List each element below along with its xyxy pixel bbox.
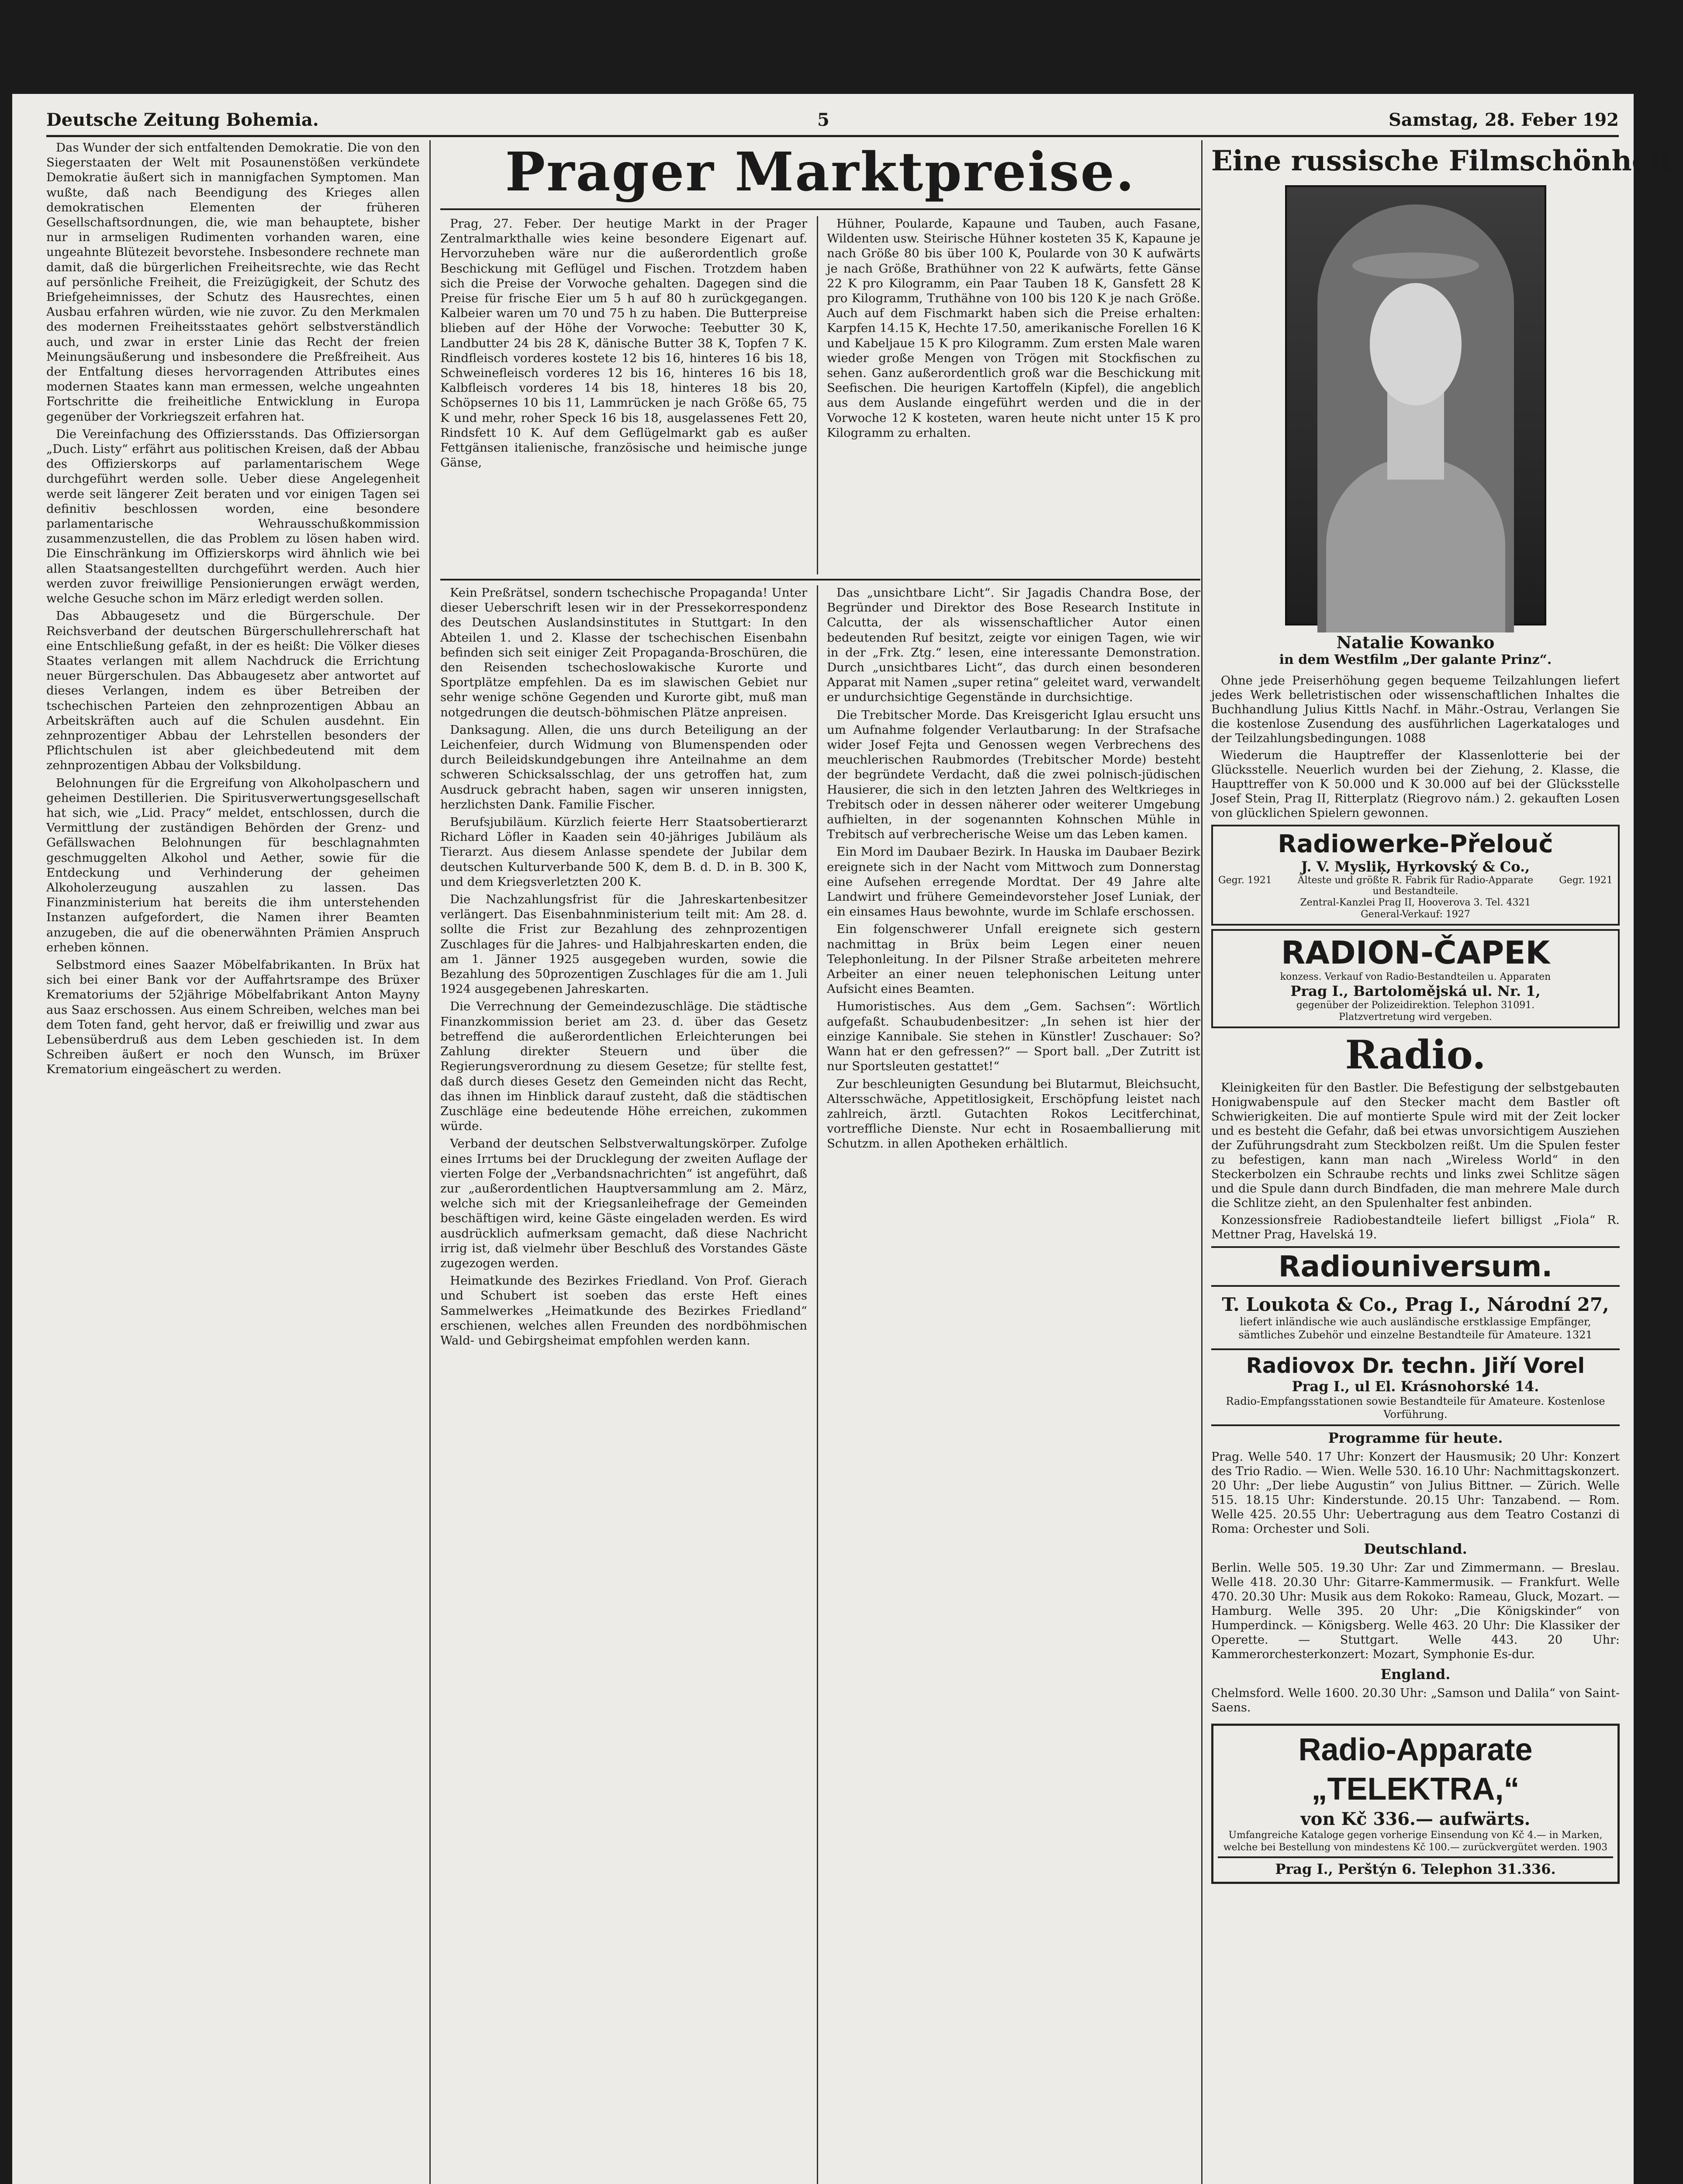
- programme-headline: Programme für heute.: [1328, 1430, 1503, 1446]
- article: Heimatkunde des Bezirkes Friedland. Von Prof. Gierach und Schubert ist soeben das erste Heft eines Sammelwerkes „Heimatkunde des Bezirkes Friedland“ erschienen, welches allen Freunden des nordböhmischen Wald- und Gebirgsheimat empfohlen werden kann.: [440, 1274, 807, 1348]
- article: Verband der deutschen Selbstverwaltungskörper. Zufolge eines Irrtums bei der Drucklegung der zweiten Auflage der vierten Folge der „Verbandsnachrichten“ ist angeführt, daß zur „außerordentlichen Hauptversammlung am 2. März, welche sich mit der Kriegsanleihefrage der Gemeinden beschäftigen wird, keine Gäste eingeladen werden. Es wird ausdrücklich aufmerksam gemacht, daß diese Nachricht irrig ist, daß vielmehr über Beschluß des Vorstandes Gäste zugezogen werden.: [440, 1137, 807, 1270]
- section-headline: Prager Marktpreise.: [505, 140, 1136, 203]
- column-divider: [817, 216, 818, 574]
- column-5: [827, 585, 1200, 2184]
- column-divider: [1201, 140, 1203, 2184]
- england-headline: England.: [1380, 1666, 1451, 1683]
- photo-caption-name: Natalie Kowanko: [1336, 632, 1495, 652]
- article: Das Wunder der sich entfaltenden Demokratie. Die von den Siegerstaaten der Welt mit Posaunenstößen verkündete Demokratie äußert sich in mannigfachen Symptomen. Man wußte, daß nach Beendigung des Krieges allen demokratischen Elementen der früheren Gesellschaftsordnungen, die, wie man behauptete, bisher nur in armseligen Rudimenten vorhanden waren, eine ungeahnte Blütezeit bevorstehe. Insbesondere rechnete man damit, daß die bürgerlichen Freiheitsrechte, wie das Recht auf persönliche Freiheit, die Freizügigkeit, der Schutz des Briefgeheimnisses, der Schutz des Hausrechtes, einen Ausbau erfahren würden, wie nie zuvor. Zu den Merkmalen des modernen Freiheitsstaates gehört selbstverständlich auch, und zwar in erster Linie das Recht der freien Meinungsäußerung und insbesondere die Preßfreiheit. Aus der Entfaltung dieses hervorragenden Attributes eines modernen Staates kann man ermessen, welche ungeahnten Fortschritte die freiheitliche Entwicklung in Europa gegenüber der Vorkriegszeit erfahren hat.: [46, 141, 420, 424]
- column-1: [46, 140, 420, 2184]
- newspaper-page: [12, 94, 1683, 2184]
- programme-text: Prag. Welle 540. 17 Uhr: Konzert der Hausmusik; 20 Uhr: Konzert des Trio Radio. — Wien. Welle 530. 16.10 Uhr: Nachmittagskonzert. 20 Uhr: „Der liebe Augustin“ von Julius Bittner. — Zürich. Welle 515. 18.15 Uhr: Kinderstunde. 20.15 Uhr: Tanzabend. — Rom. Welle 425. 20.55 Uhr: Uebertragung aus dem Teatro Costanzi di Roma: Orchester und Soli.: [1211, 1450, 1620, 1536]
- germany-headline: Deutschland.: [1364, 1541, 1467, 1557]
- page-header: [46, 106, 1619, 137]
- ad-loukota: T. Loukota & Co., Prag I., Národní 27, liefert inländische wie auch ausländische erstklassige Empfänger, sämtliches Zubehör und einzelne Bestandteile für Amateure. 1321: [1222, 1294, 1609, 1341]
- film-headline: Eine russische Filmschönheit.: [1211, 145, 1683, 177]
- article: Hühner, Poularde, Kapaune und Tauben, auch Fasane, Wildenten usw. Steirische Hühner kosteten 35 K, Kapaune je nach Größe 80 bis über 100 K, Poularde von 30 K aufwärts je nach Größe, Brathühner von 22 K aufwärts, fette Gänse 22 K pro Kilogramm, ein Paar Tauben 18 K, Gansfett 28 K pro Kilogramm, Truthähne von 100 bis 120 K je nach Größe. Auch auf dem Fischmarkt haben sich die Preise erhalten: Karpfen 14.15 K, Hechte 17.50, amerikanische Forellen 16 K und Kabeljaue 15 K pro Kilogramm. Zum ersten Male waren wieder große Mengen von Trögen mit Stockfischen zu sehen. Ganz außerordentlich groß war die Beschickung mit Seefischen. Die heurigen Kartoffeln (Kipfel), die angeblich aus dem Auslande eingeführt werden und die in der Vorwoche 12 K kosteten, waren heute nicht unter 15 K pro Kilogramm zu erhalten.: [827, 217, 1200, 440]
- market-column-right: [827, 216, 1200, 574]
- column-divider: [429, 140, 431, 2184]
- column-4: [440, 585, 807, 2184]
- article: Ein folgenschwerer Unfall ereignete sich gestern nachmittag in Brüx beim Legen einer neuen Telephonleitung. In der Pilsner Straße arbeiteten mehrere Arbeiter an einer neuen telephonischen Leitung unter Aufsicht eines Beamten.: [827, 922, 1200, 996]
- market-column-left: [440, 216, 807, 574]
- page-number: 5: [817, 110, 829, 130]
- article: Das „unsichtbare Licht“. Sir Jagadis Chandra Bose, der Begründer und Direktor des Bose Research Institute in Calcutta, der als wissenschaftlicher Autor einen bedeutenden Ruf besitzt, zeigte vor einigen Tagen, wie wir in der „Frk. Ztg.“ lesen, eine interessante Demonstration. Durch „unsichtbares Licht“, das durch einen besonderen Apparat mit Namen „super retina“ geleitet ward, verwandelt er undurchsichtige Gegenstände in durchsichtige.: [827, 586, 1200, 705]
- article: Die Vereinfachung des Offiziersstands. Das Offiziersorgan „Duch. Listy“ erfährt aus politischen Kreisen, daß der Abbau des Offizierskorps auf parlamentarischem Wege durchgeführt werden solle. Ueber diese Angelegenheit werde seit längerer Zeit beraten und vor einigen Tagen sei definitiv beschlossen worden, eine besondere parlamentarische Wehrausschußkommission zusammenzustellen, die das Problem zu lösen haben wird. Die Einschränkung im Offizierskorps wird ähnlich wie bei allen Staatsangestellten durchgeführt werden. Auch hier werden zuvor freiwillige Pensionierungen erwägt werden, welche Gesuche schon im März erledigt werden sollen.: [46, 427, 420, 606]
- photo-caption-film: in dem Westfilm „Der galante Prinz“.: [1279, 652, 1552, 667]
- ad-radion-capek: RADION-ČAPEK konzess. Verkauf von Radio-Bestandteilen u. Apparaten Prag I., Bartolomějská ul. Nr. 1, gegenüber der Polizeidirektion. Telephon 31091. Platzvertretung wird vergeben.: [1211, 929, 1620, 1028]
- germany-text: Berlin. Welle 505. 19.30 Uhr: Zar und Zimmermann. — Breslau. Welle 418. 20.30 Uhr: Gitarre-Kammermusik. — Frankfurt. Welle 470. 20.30 Uhr: Musik aus dem Rokoko: Rameau, Gluck, Mozart. — Hamburg. Welle 395. 20 Uhr: „Die Königskinder“ von Humperdinck. — Königsberg. Welle 463. 20 Uhr: Die Klassiker der Operette. — Stuttgart. Welle 443. 20 Uhr: Kammerorchesterkonzert: Mozart, Symphonie Es-dur.: [1211, 1561, 1620, 1661]
- article: Die Nachzahlungsfrist für die Jahreskartenbesitzer verlängert. Das Eisenbahnministerium teilt mit: Am 28. d. sollte die Frist zur Bezahlung des zehnprozentigen Zuschlages für die Jahres- und Halbjahreskarten enden, die am 1. Jänner 1925 ausgegeben wurden, sowie die Bezahlung des 50prozentigen Zuschlages für die am 1. Juli 1924 ausgegebenen Jahreskarten.: [440, 892, 807, 996]
- radio-article: Kleinigkeiten für den Bastler. Die Befestigung der selbstgebauten Honigwabenspule auf den Stecker macht dem Bastler oft Schwierigkeiten. Die auf montierte Spule wird mit der Zeit locker und es besteht die Gefahr, daß bei etwas unvorsichtigem Ausziehen der Zuführungsdraht zum Steckbolzen reißt. Um die Spulen fester zu befestigen, kann man nach „Wireless World“ in den Steckerbolzen ein Schraube rechts und links zwei Schlitze sägen und die Spule dann durch Bindfaden, die man mehrere Male durch die Schlitze zieht, an den Spulenhalter fest anbinden. Konzessionsfreie Radiobestandteile liefert billigst „Fiola“ R. Mettner Prag, Havelská 19.: [1211, 1081, 1620, 1241]
- article: Selbstmord eines Saazer Möbelfabrikanten. In Brüx hat sich bei einer Bank vor der Auffahrtsrampe des Brüxer Krematoriums der 52jährige Möbelfabrikant Anton Mayny aus Saaz erschossen. Aus einem Schreiben, welches man bei dem Toten fand, geht hervor, daß er freiwillig und zwar aus Lebensüberdruß aus dem Leben geschieden ist. In dem Schreiben äußert er noch den Wunsch, im Brüxer Krematorium eingeäschert zu werden.: [46, 957, 420, 1077]
- article: Berufsjubiläum. Kürzlich feierte Herr Staatsobertierarzt Richard Löfler in Kaaden sein 40-jähriges Jubiläum als Tierarzt. Aus diesem Anlasse spendete der Jubilar dem deutschen Kulturverbande 500 K, dem B. d. D. in B. 300 K, und dem Kriegsverletzten 200 K.: [440, 815, 807, 889]
- article: Ein Mord im Daubaer Bezirk. In Hauska im Daubaer Bezirk ereignete sich in der Nacht vom Mittwoch zum Donnerstag eine Aufsehen erregende Mordtat. Der 49 Jahre alte Landwirt und frühere Gemeindevorsteher Josef Luniak, der ein einsames Haus bewohnte, wurde im Schlafe erschossen.: [827, 845, 1200, 919]
- bookshop-notice: Ohne jede Preiserhöhung gegen bequeme Teilzahlungen liefert jedes Werk belletristischen oder wissenschaftlichen Inhaltes die Buchhandlung Julius Kittls Nachf. in Mähr.-Ostrau, Verlangen Sie die kostenlose Zusendung des ausführlichen Lagerkataloges und der Teilzahlungsbedingungen. 1088 Wiederum die Hauptreffer der Klassenlotterie bei der Glücksstelle. Neuerlich wurden bei der Ziehung, 2. Klasse, die Haupttreffer von K 50.000 und K 30.000 auf bei der Glücksstelle Josef Stein, Prag II, Ritterplatz (Riegrovo nám.) 2. gekauften Losen von glücklichen Spielern gewonnen.: [1211, 674, 1620, 820]
- england-text: Chelmsford. Welle 1600. 20.30 Uhr: „Samson und Dalila“ von Saint-Saens.: [1211, 1686, 1620, 1714]
- ad-radiouniversum: Radiouniversum.: [1211, 1246, 1620, 1287]
- issue-date: Samstag, 28. Feber 192: [1389, 110, 1619, 130]
- article: Zur beschleunigten Gesundung bei Blutarmut, Bleichsucht, Altersschwäche, Appetitlosigkeit, Erschöpfung leistet nach zahlreich, ärztl. Gutachten Rokos Lecitferchinat, vortreffliche Dienste. Nur echt in Rosaemballierung mit Schutzm. in allen Apotheken erhältlich.: [827, 1077, 1200, 1151]
- article: Humoristisches. Aus dem „Gem. Sachsen“: Wörtlich aufgefaßt. Schaubudenbesitzer: „In sehen ist hier der einzige Kannibale. Sie stehen in Künstler! Zuschauer: So? Wann hat er den gefressen?“ — Sport ball. „Der Zutritt ist nur Sportsleuten gestattet!“: [827, 999, 1200, 1074]
- newspaper-name: Deutsche Zeitung Bohemia.: [46, 110, 319, 130]
- header-rule: [46, 135, 1619, 137]
- right-column: [1211, 140, 1683, 2184]
- section-rule: [440, 579, 1200, 581]
- actress-photo: [1285, 185, 1546, 625]
- article: Kein Preßrätsel, sondern tschechische Propaganda! Unter dieser Ueberschrift lesen wir in der Pressekorrespondenz des Deutschen Auslandsinstitutes in Stuttgart: In den Abteilen 1. und 2. Klasse der tschechischen Eisenbahn befinden sich seit einiger Zeit Propaganda-Broschüren, die den Reisenden tschechoslowakische Kurorte und Sportplätze empfehlen. Da es im slawischen Gebiet nur sehr wenige schöne Gegenden und Kurorte gibt, muß man notgedrungen die deutsch-böhmischen Plätze anpreisen.: [440, 586, 807, 719]
- radio-headline: Radio.: [1345, 1032, 1486, 1078]
- article: Die Trebitscher Morde. Das Kreisgericht Iglau ersucht uns um Aufnahme folgender Verlautbarung: In der Strafsache wider Josef Fejta und Genossen wegen Verbrechens des meuchlerischen Raubmordes (Trebitscher Morde) besteht der begründete Verdacht, daß die zwei polnisch-jüdischen Hausierer, die sich in den letzten Jahren des Weltkrieges in Trebitsch oder in dessen näherer oder weiterer Umgebung aufhielten, in der sogenannten Kohnschen Mühle in Trebitsch auf verbrecherische Weise um das Leben kamen.: [827, 708, 1200, 842]
- article: Das Abbaugesetz und die Bürgerschule. Der Reichsverband der deutschen Bürgerschullehrerschaft hat eine Entschließung gefaßt, in der es heißt: Die Völker dieses Staates verlangen mit allem Nachdruck die Errichtung neuer Bürgerschulen. Das Abbaugesetz aber antwortet auf dieses Verlangen, indem es über Betreiben der tschechischen Parteien den zehnprozentigen Abbau an Arbeitskräften auch auf die Schulen ausdehnt. Ein zehnprozentiger Abbau der Lehrstellen besonders der Pflichtschulen ist aber gleichbedeutend mit dem zehnprozentigen Abbau der Volksbildung.: [46, 609, 420, 773]
- ad-radiowerke: Radiowerke-Přelouč J. V. Mysliķ, Hyrkovský & Co., Gegr. 1921 Älteste und größte R. Fabrik für Radio-Apparate und Bestandteile. Gegr. 1921 Zentral-Kanzlei Prag II, Hooverova 3. Tel. 4321 General-Verkauf: 1927: [1211, 825, 1620, 926]
- ad-radiovox: Radiovox Dr. techn. Jiří Vorel Prag I., ul El. Krásnohorské 14. Radio-Empfangsstationen sowie Bestandteile für Amateure. Kostenlose Vorführung.: [1211, 1348, 1620, 1426]
- article: Die Verrechnung der Gemeindezuschläge. Die städtische Finanzkommission beriet am 23. d. über das Gesetz betreffend die außerordentlichen Erleichterungen bei Zahlung direkter Steuern und über die Regierungsverordnung zu diesem Gesetze; für stellte fest, daß durch dieses Gesetz den Gemeinden nicht das Recht, das ihnen im Hinblick darauf zusteht, daß die städtischen Zuschläge eine bedeutende Höhe erreichen, zukommen würde.: [440, 999, 807, 1133]
- headline-rule: [440, 208, 1200, 210]
- article: Danksagung. Allen, die uns durch Beteiligung an der Leichenfeier, durch Widmung von Blumenspenden oder durch Beileidskundgebungen ihre Anteilnahme an dem schweren Schicksalsschlag, der uns getroffen hat, zum Ausdruck gebracht haben, sagen wir unseren innigsten, herzlichsten Dank. Familie Fischer.: [440, 722, 807, 812]
- column-divider: [817, 585, 818, 2184]
- ad-telektra: Radio-Apparate „TELEKTRA,“ von Kč 336.— aufwärts. Umfangreiche Kataloge gegen vorherige Einsendung von Kč 4.— in Marken, welche bei Bestellung von mindestens Kč 100.— zurückvergütet werden. 1903 Prag I., Perštýn 6. Telephon 31.336.: [1211, 1724, 1620, 1884]
- article: Prag, 27. Feber. Der heutige Markt in der Prager Zentralmarkthalle wies keine besondere Eigenart auf. Hervorzuheben wäre nur die außerordentlich große Beschickung mit Geflügel und Fischen. Trotzdem haben sich die Preise der Vorwoche gehalten. Dagegen sind die Preise für frische Eier um 5 h auf 80 h zurückgegangen. Kalbeier waren um 70 und 75 h zu haben. Die Butterpreise blieben auf der Höhe der Vorwoche: Teebutter 30 K, Landbutter 24 bis 28 K, dänische Butter 38 K, Topfen 7 K. Rindfleisch vorderes kostete 12 bis 16, hinteres 16 bis 18, Schweinefleisch vorderes 12 bis 16, hinteres 16 bis 18, Kalbfleisch vorderes 14 bis 18, hinteres 18 bis 20, Schöpsernes 10 bis 11, Lammrücken je nach Größe 65, 75 K und mehr, roher Speck 16 bis 18, ausgelassenes Fett 20, Rindsfett 10 K. Auf dem Geflügelmarkt gab es außer Fettgänsen italienische, französische und heimische junge Gänse,: [440, 217, 807, 470]
- article: Belohnungen für die Ergreifung von Alkoholpaschern und geheimen Destillerien. Die Spiritusverwertungsgesellschaft hat sich, wie „Lid. Pracy“ meldet, entschlossen, durch die Vermittlung der zuständigen Behörden der Grenz- und Gefällswachen Belohnungen für beschlagnahmten geschmuggelten Alkohol und Aether, sowie für die Entdeckung und Verhinderung der geheimen Alkoholerzeugung auszahlen zu lassen. Das Finanzministerium hat bereits die ihm unterstehenden Instanzen aufgefordert, die Namen ihrer Beamten anzugeben, die auf die obenerwähnten Prämien Anspruch erheben können.: [46, 776, 420, 954]
